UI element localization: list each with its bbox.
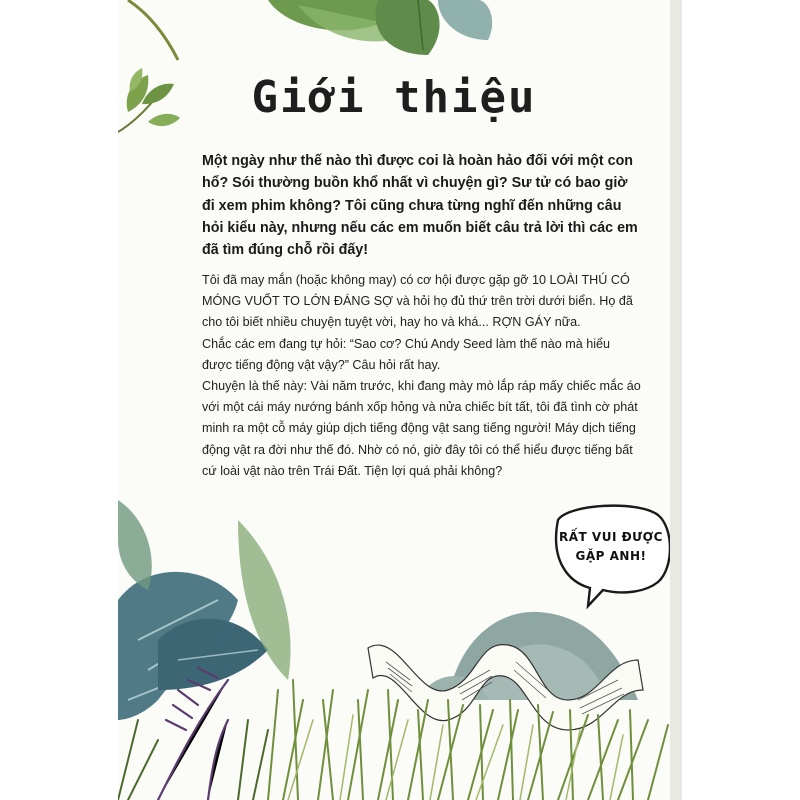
speech-bubble-line: GẶP ANH! bbox=[575, 549, 647, 563]
body-paragraph: Chuyện là thế này: Vài năm trước, khi đang mày mò lắp ráp mấy chiếc mắc áo với một cái máy nướng bánh xốp hỏng và nửa chiếc bít tất, tôi đã tình cờ phát minh ra một cỗ máy giúp dịch tiếng động vật sang tiếng người! Máy dịch tiếng động vật ra đời như thế đó. Nhờ có nó, giờ đây tôi có thể hiểu được tiếng bất cứ loài vật nào trên Trái Đất. Tiện lợi quá phải không? bbox=[202, 379, 641, 478]
book-page bbox=[118, 0, 670, 800]
body-paragraph: Chắc các em đang tự hỏi: “Sao cơ? Chú Andy Seed làm thế nào mà hiểu được tiếng động vật vậy?” Câu hỏi rất hay. bbox=[202, 336, 611, 372]
page-edge bbox=[670, 0, 682, 800]
body-text bbox=[202, 270, 642, 482]
intro-paragraph: Một ngày như thế nào thì được coi là hoàn hảo đối với một con hổ? Sói thường buồn khổ nhất vì chuyện gì? Sư tử có bao giờ đi xem phim không? Tôi cũng chưa từng nghĩ đến những câu hỏi kiểu này, nhưng nếu các em muốn biết câu trả lời thì các em đã tìm đúng chỗ rồi đấy! bbox=[202, 153, 638, 259]
page-title: Giới thiệu bbox=[251, 72, 537, 123]
top-leaves-illustration bbox=[128, 0, 492, 60]
speech-bubble-text bbox=[556, 528, 666, 566]
speech-bubble-line: RẤT VUI ĐƯỢC bbox=[559, 530, 663, 544]
body-paragraph: Tôi đã may mắn (hoặc không may) có cơ hội được gặp gỡ 10 LOÀI THÚ CÓ MÓNG VUỐT TO LỚN ĐÁNG SỢ và hỏi họ đủ thứ trên trời dưới biển. Họ đã cho tôi biết nhiều chuyện tuyệt vời, hay ho và khá... RỢN GÁY nữa. bbox=[202, 273, 633, 330]
